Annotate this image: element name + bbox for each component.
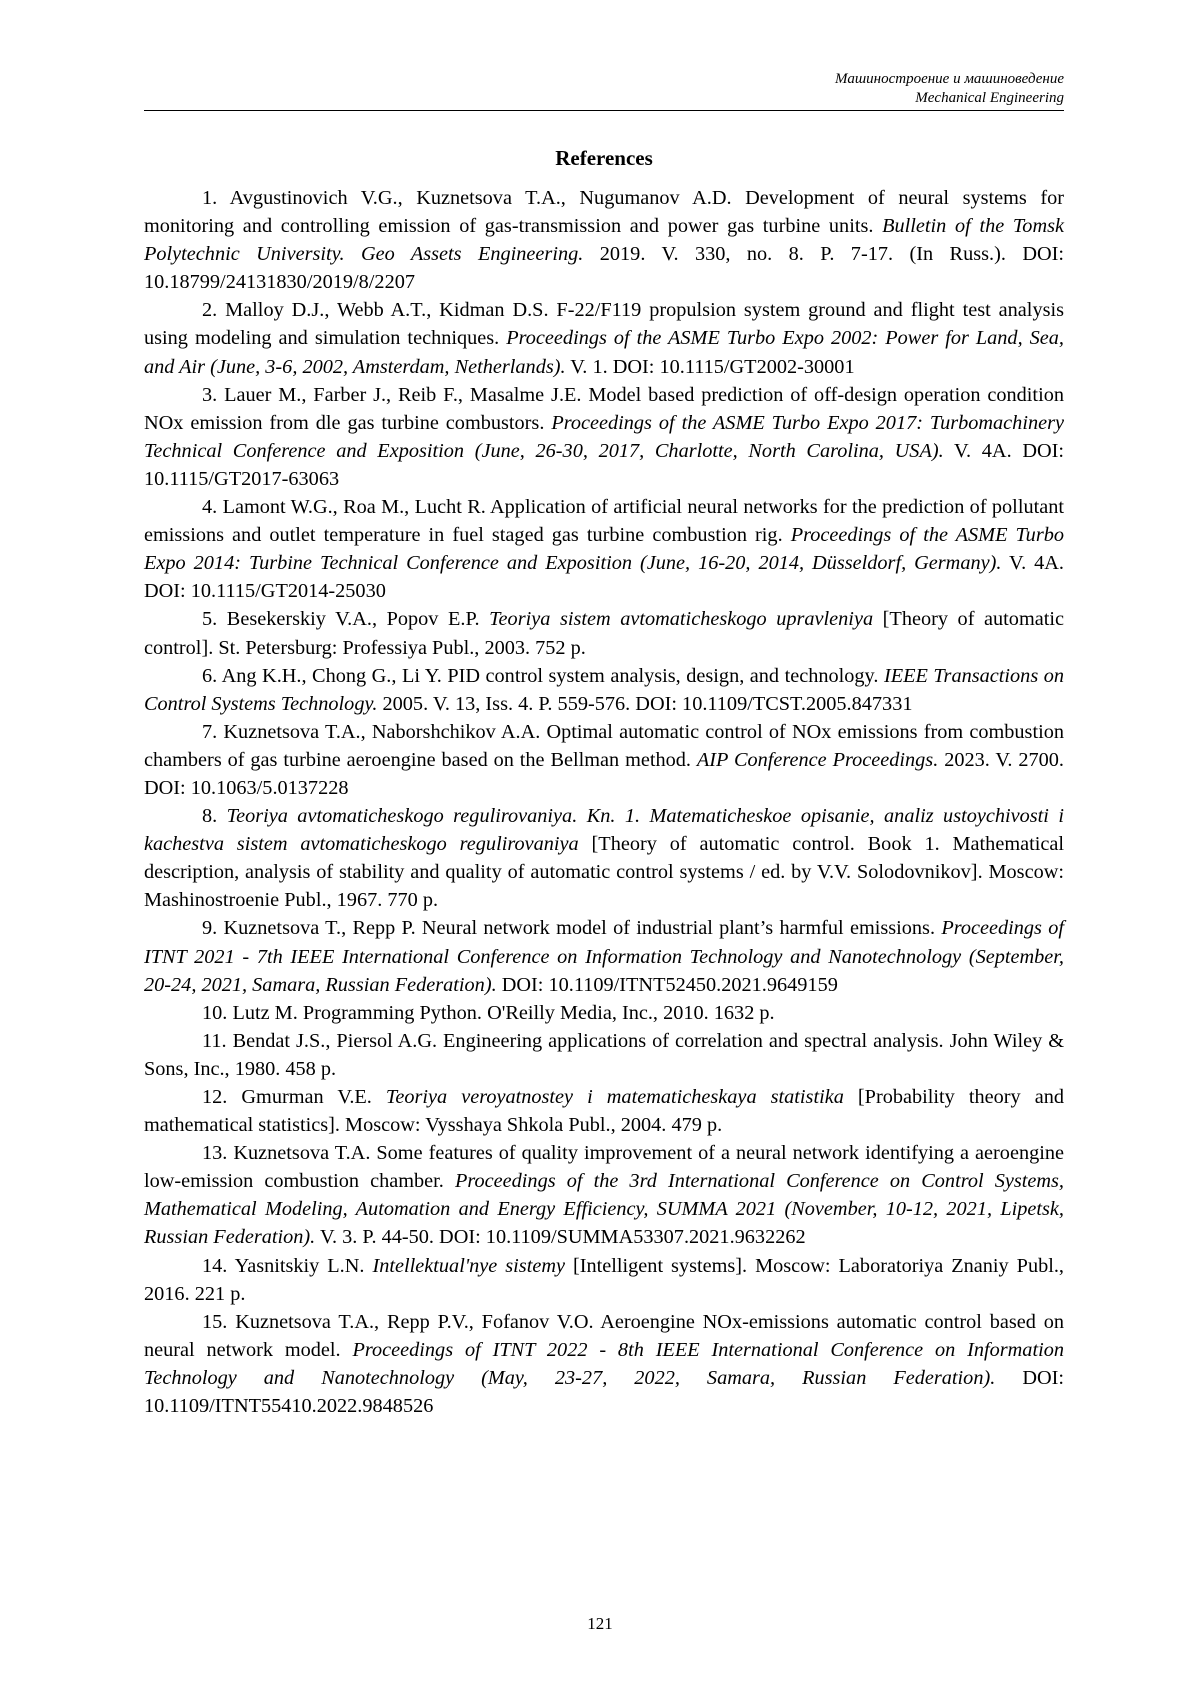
reference-authors-title: Bendat J.S., Piersol A.G. Engineering applications of correlation and spectral analysis. John Wiley & Sons, Inc., 1980. 458 p. — [144, 1029, 1065, 1080]
reference-source: Teoriya avtomaticheskogo regulirovaniya. Kn. 1. Matematicheskoe opisanie, analiz ustoychivosti i kachestva sistem avtomaticheskogo regulirovaniya — [144, 805, 1065, 856]
reference-source: IEEE Transactions on Control Systems Technology. — [144, 664, 1064, 715]
reference-authors-title: Kuznetsova T.A., Naborshchikov A.A. Optimal automatic control of NOx emissions from combustion chambers of gas turbine aeroengine based on the Bellman method. — [144, 720, 1064, 771]
reference-authors-title: Besekerskiy V.A., Popov E.P. — [226, 608, 480, 631]
reference-details: V. 4A. DOI: 10.1115/GT2017-63063 — [144, 439, 1064, 490]
reference-details: [Probability theory and mathematical statistics]. Moscow: Vysshaya Shkola Publ., 2004. 479 p. — [144, 1086, 1064, 1137]
reference-source: Proceedings of ITNT 2022 - 8th IEEE International Conference on Information Technology and Nanotechnology (May, 23-27, 2022, Samara, Russian Federation). — [144, 1338, 1064, 1389]
reference-number: 8. — [202, 805, 218, 828]
reference-number: 6. — [202, 664, 218, 687]
reference-source: Proceedings of the 3rd International Conference on Control Systems, Mathematical Modeling, Automation and Energy Efficiency, SUMMA 2021 (November, 10-12, 2021, Lipetsk, Russian Federation). — [144, 1170, 1064, 1249]
reference-authors-title: Yasnitskiy L.N. — [234, 1254, 365, 1277]
reference-details: V. 4A. DOI: 10.1115/GT2014-25030 — [144, 552, 1064, 603]
reference-number: 15. — [202, 1310, 228, 1333]
reference-details: 2005. V. 13, Iss. 4. P. 559-576. DOI: 10.1109/TCST.2005.847331 — [382, 692, 913, 715]
reference-source: Proceedings of ITNT 2021 - 7th IEEE International Conference on Information Technology and Nanotechnology (September, 20-24, 2021, Samara, Russian Federation). — [144, 917, 1064, 996]
reference-authors-title: Gmurman V.E. — [241, 1086, 372, 1108]
reference-authors-title: Avgustinovich V.G., Kuznetsova T.A., Nugumanov A.D. Development of neural systems for monitoring and controlling emission of gas-transmission and power gas turbine units. — [144, 187, 1064, 238]
reference-source: Teoriya veroyatnostey i matematicheskaya statistika — [385, 1086, 844, 1108]
reference-details: V. 1. DOI: 10.1115/GT2002-30001 — [570, 355, 855, 378]
reference-item — [144, 184, 1064, 296]
reference-number: 2. — [202, 299, 218, 322]
reference-item — [144, 718, 1064, 802]
section-title: References — [555, 146, 653, 170]
reference-item — [144, 1027, 1064, 1083]
reference-details: [Intelligent systems]. Moscow: Laboratoriya Znaniy Publ., 2016. 221 p. — [144, 1254, 1064, 1305]
reference-item — [144, 914, 1064, 998]
reference-item — [144, 381, 1064, 493]
reference-source: Bulletin of the Tomsk Polytechnic University. Geo Assets Engineering. — [144, 215, 1064, 266]
reference-authors-title: Ang K.H., Chong G., Li Y. PID control system analysis, design, and technology. — [221, 664, 879, 687]
reference-number: 1. — [202, 187, 218, 209]
reference-details: V. 3. P. 44-50. DOI: 10.1109/SUMMA53307.2021.9632262 — [319, 1226, 806, 1249]
reference-item — [144, 1139, 1064, 1251]
reference-number: 11. — [202, 1029, 227, 1052]
reference-source: Intellektual'nye sistemy — [372, 1254, 565, 1277]
reference-number: 5. — [202, 608, 218, 631]
reference-authors-title: Malloy D.J., Webb A.T., Kidman D.S. F-22/F119 propulsion system ground and flight test analysis using modeling and simulation techniques. — [144, 299, 1064, 350]
reference-item — [144, 296, 1064, 380]
reference-details: [Theory of automatic control]. St. Petersburg: Professiya Publ., 2003. 752 p. — [144, 608, 1064, 659]
reference-authors-title: Lamont W.G., Roa M., Lucht R. Application of artificial neural networks for the prediction of pollutant emissions and outlet temperature in fuel staged gas turbine combustion rig. — [144, 496, 1064, 547]
journal-title-ru: Машиностроение и машиноведение — [835, 71, 1064, 87]
reference-details: DOI: 10.1109/ITNT55410.2022.9848526 — [144, 1366, 1064, 1418]
reference-number: 14. — [202, 1254, 228, 1277]
reference-number: 10. — [202, 1001, 228, 1024]
reference-item — [144, 493, 1064, 605]
reference-source: Proceedings of the ASME Turbo Expo 2002: Power for Land, Sea, and Air (June, 3-6, 2002, Amsterdam, Netherlands). — [144, 327, 1064, 378]
reference-authors-title: Kuznetsova T., Repp P. Neural network model of industrial plant’s harmful emissions. — [223, 917, 936, 940]
reference-item — [144, 1308, 1064, 1420]
reference-item — [144, 1252, 1064, 1308]
journal-title-en: Mechanical Engineering — [915, 90, 1064, 106]
reference-number: 7. — [202, 720, 218, 743]
reference-number: 12. — [202, 1086, 228, 1108]
reference-source: Proceedings of the ASME Turbo Expo 2014: Turbine Technical Conference and Exposition (June, 16-20, 2014, Düsseldorf, Germany). — [144, 524, 1064, 575]
reference-source: AIP Conference Proceedings. — [696, 748, 939, 771]
reference-details: 2023. V. 2700. DOI: 10.1063/5.0137228 — [144, 748, 1064, 799]
page-number: 121 — [587, 1614, 613, 1633]
reference-source: Proceedings of the ASME Turbo Expo 2017: Turbomachinery Technical Conference and Exposition (June, 26-30, 2017, Charlotte, North Carolina, USA). — [144, 411, 1064, 462]
reference-item — [144, 605, 1064, 661]
reference-details: [Theory of automatic control. Book 1. Mathematical description, analysis of stability and quality of automatic control systems / ed. by V.V. Solodovnikov]. Moscow: Mashinostroenie Publ., 1967. 770 p. — [144, 833, 1065, 912]
reference-number: 13. — [202, 1142, 228, 1165]
reference-item — [144, 802, 1064, 914]
reference-authors-title: Kuznetsova T.A. Some features of quality improvement of a neural network identifying a aeroengine low-emission combustion chamber. — [144, 1142, 1065, 1193]
header-divider — [144, 110, 1064, 111]
reference-details: DOI: 10.1109/ITNT52450.2021.9649159 — [501, 973, 838, 996]
reference-item — [144, 999, 1064, 1027]
reference-number: 9. — [202, 917, 218, 940]
reference-item — [144, 662, 1064, 718]
reference-authors-title: Lutz M. Programming Python. O'Reilly Media, Inc., 2010. 1632 p. — [232, 1001, 775, 1024]
reference-authors-title: Lauer M., Farber J., Reib F., Masalme J.E. Model based prediction of off-design operation condition NOx emission from dle gas turbine combustors. — [144, 383, 1064, 434]
reference-source: Teoriya sistem avtomaticheskogo upravleniya — [489, 608, 874, 631]
running-header — [144, 70, 1064, 108]
reference-number: 3. — [202, 383, 218, 406]
reference-authors-title: Kuznetsova T.A., Repp P.V., Fofanov V.O. Aeroengine NOx-emissions automatic control based on neural network model. — [144, 1310, 1064, 1361]
reference-list — [144, 184, 1064, 1420]
reference-item — [144, 1083, 1064, 1139]
reference-details: 2019. V. 330, no. 8. P. 7-17. (In Russ.). DOI: 10.18799/24131830/2019/8/2207 — [144, 243, 1065, 294]
reference-number: 4. — [202, 496, 218, 519]
